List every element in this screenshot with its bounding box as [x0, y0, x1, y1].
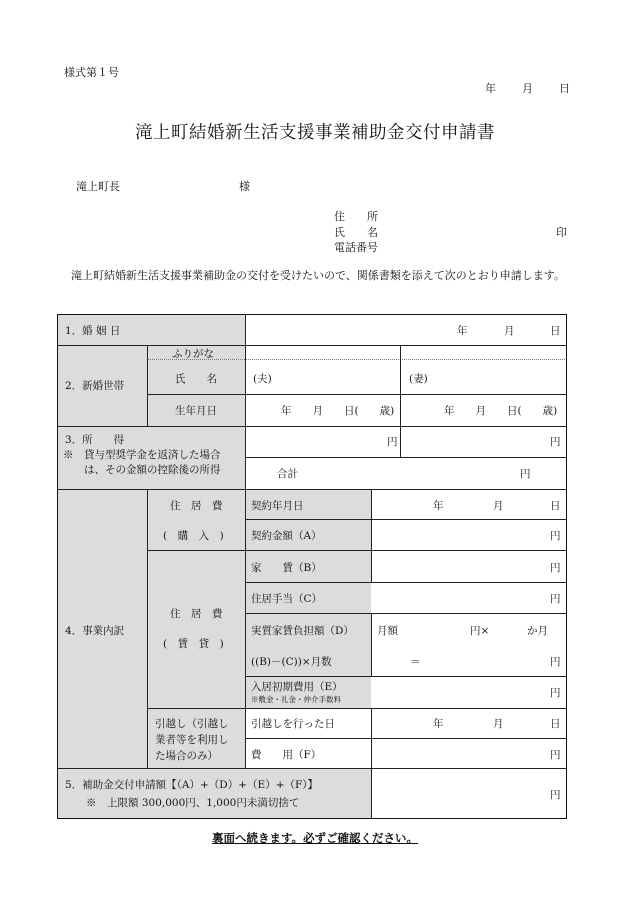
name-label: 氏 名 — [334, 226, 378, 239]
husband-birthdate: 年 月 日( 歳) — [281, 405, 395, 417]
husband-marker: (夫) — [253, 373, 272, 385]
date-day-label: 日 — [559, 82, 570, 95]
rent-b-label: 家 賃（B） — [251, 562, 322, 574]
moving-label-3: た場合のみ） — [155, 750, 218, 762]
subsidy-limit-note: ※ 上限額 300,000円、1,000円未満切捨て — [65, 797, 300, 809]
housing-allowance-yen: 円 — [550, 593, 561, 605]
continued-note-text: 裏面へ続きます。必ずご確認ください。 — [211, 831, 419, 845]
purchase-label-1: 住 居 費 — [170, 500, 223, 512]
address-label: 住 所 — [334, 210, 378, 223]
monthly-label: 月額 — [377, 625, 398, 637]
equals-sign: ＝ — [410, 656, 421, 668]
marriage-day: 日 — [550, 325, 561, 337]
wife-birthdate: 年 月 日( 歳) — [444, 405, 558, 417]
husband-income-yen: 円 — [387, 436, 398, 448]
business-breakdown-label: 4．事業内訳 — [65, 625, 125, 637]
document-title: 滝上町結婚新生活支援事業補助金交付申請書 — [135, 123, 495, 143]
date-year-label: 年 — [485, 82, 496, 95]
moving-day: 日 — [550, 718, 561, 730]
actual-rent-yen: 円 — [550, 656, 561, 668]
marriage-year: 年 — [457, 325, 468, 337]
moving-year: 年 — [433, 718, 444, 730]
contract-amount-label: 契約金額（A） — [251, 530, 322, 542]
initial-cost-yen: 円 — [550, 687, 561, 699]
moving-label-1: 引越し（引越し — [155, 718, 229, 730]
contract-month: 月 — [493, 500, 504, 512]
initial-cost-label: 入居初期費用（E） — [251, 681, 343, 693]
income-total-label: 合計 — [277, 468, 298, 480]
housing-allowance-label: 住居手当（C） — [251, 593, 323, 605]
income-note-2: は、その金額の控除後の所得 — [63, 464, 221, 476]
subsidy-amount-label: 5．補助金交付申請額【（A）+（D）+（E）+（F）】 — [65, 779, 319, 791]
date-month-label: 月 — [522, 82, 533, 95]
rent-label-2: ( 賃 貸 ) — [163, 638, 224, 650]
actual-rent-label: 実質家賃負担額（D） — [251, 625, 354, 637]
addressee: 滝上町長 — [76, 180, 120, 193]
honorific: 様 — [239, 180, 250, 193]
contract-date-label: 契約年月日 — [251, 500, 304, 512]
application-table — [57, 314, 567, 819]
name-row-label: 氏 名 — [175, 373, 217, 385]
form-number: 様式第１号 — [64, 66, 119, 79]
yen-times-label: 円× — [470, 625, 490, 637]
income-label: 3．所 得 — [65, 434, 125, 446]
moving-label-2: 業者等を利用し — [155, 734, 229, 746]
household-label: 2．新婚世帯 — [65, 380, 125, 392]
rent-b-yen: 円 — [550, 562, 561, 574]
marriage-date-label: 1．婚 姻 日 — [65, 325, 121, 337]
income-total-yen: 円 — [520, 468, 531, 480]
application-date — [485, 80, 570, 96]
contract-year: 年 — [433, 500, 444, 512]
birthdate-label: 生年月日 — [175, 405, 217, 417]
moving-date-label: 引越しを行った日 — [251, 718, 335, 730]
rent-label-1: 住 居 費 — [170, 608, 223, 620]
intro-text: 滝上町結婚新生活支援事業補助金の交付を受けたいので、関係書類を添えて次のとおり申請します。 — [60, 269, 565, 282]
marriage-month: 月 — [504, 325, 515, 337]
months-label: か月 — [527, 625, 548, 637]
subsidy-amount-yen: 円 — [550, 789, 561, 801]
seal-mark: 印 — [556, 226, 567, 239]
income-note-1: ※ 貸与型奨学金を返済した場合 — [63, 449, 221, 461]
moving-month: 月 — [493, 718, 504, 730]
moving-cost-yen: 円 — [550, 749, 561, 761]
moving-cost-label: 費 用（F） — [251, 749, 322, 761]
phone-label: 電話番号 — [334, 241, 378, 254]
initial-cost-note: ※敷金・礼金・仲介手数料 — [251, 695, 341, 704]
wife-marker: (妻) — [409, 373, 428, 385]
wife-income-yen: 円 — [550, 436, 561, 448]
continued-note — [0, 830, 630, 846]
rent-formula: ((B)－(C))×月数 — [251, 656, 332, 668]
contract-day: 日 — [550, 500, 561, 512]
purchase-label-2: ( 購 入 ) — [163, 530, 224, 542]
furigana-label: ふりがな — [172, 348, 214, 360]
contract-amount-yen: 円 — [550, 530, 561, 542]
